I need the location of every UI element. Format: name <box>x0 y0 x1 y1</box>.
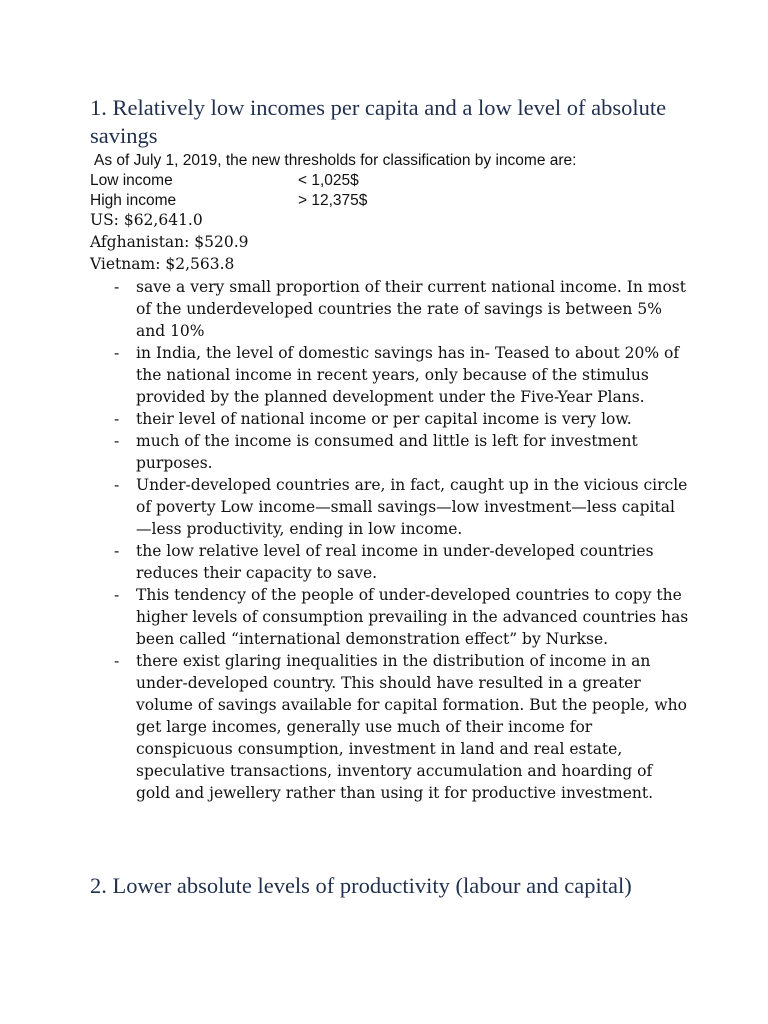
threshold-label: High income <box>90 192 177 209</box>
bullet-dash: - <box>114 652 120 670</box>
list-item-text: save a very small proportion of their current national income. In most of the underdeveloped countries the rate of savings is between 5% and 10% <box>136 278 686 340</box>
country-income-list <box>90 209 249 275</box>
list-item-text: This tendency of the people of under-developed countries to copy the higher levels of consumption prevailing in the advanced countries has been called “international demonstration effect” by Nurkse. <box>136 586 689 648</box>
list-item-text: much of the income is consumed and little is left for investment purposes. <box>136 432 638 472</box>
bullet-list <box>90 276 690 804</box>
country-income-vietnam: Vietnam: $2,563.8 <box>90 255 235 273</box>
list-item <box>90 650 690 804</box>
threshold-row-high <box>90 191 690 211</box>
list-item <box>90 408 690 430</box>
list-item-text: their level of national income or per capital income is very low. <box>136 410 632 428</box>
list-item <box>90 584 690 650</box>
list-item <box>90 276 690 342</box>
list-item-text: the low relative level of real income in under-developed countries reduces their capacity to save. <box>136 542 654 582</box>
bullet-dash: - <box>114 410 120 428</box>
bullet-dash: - <box>114 278 120 296</box>
country-income-us: US: $62,641.0 <box>90 211 203 229</box>
thresholds-intro-text: As of July 1, 2019, the new thresholds for classification by income are: <box>94 152 577 169</box>
list-item <box>90 342 690 408</box>
list-item-text: in India, the level of domestic savings has in- Teased to about 20% of the national income in recent years, only because of the stimulus provided by the planned development under the Five-Year Plans. <box>136 344 680 406</box>
list-item <box>90 430 690 474</box>
country-income-afghanistan: Afghanistan: $520.9 <box>90 233 249 251</box>
bullet-dash: - <box>114 432 120 450</box>
threshold-value: > 12,375$ <box>298 192 368 209</box>
threshold-label: Low income <box>90 172 173 189</box>
section-heading-2: 2. Lower absolute levels of productivity (labour and capital) <box>90 873 632 898</box>
list-item-text: Under-developed countries are, in fact, caught up in the vicious circle of poverty Low income—small savings—low investment—less capital—less productivity, ending in low income. <box>136 476 688 538</box>
income-thresholds <box>90 151 690 211</box>
bullet-dash: - <box>114 344 120 362</box>
list-item-text: there exist glaring inequalities in the distribution of income in an under-developed country. This should have resulted in a greater volume of savings available for capital formation. But the people, who get large incomes, generally use much of their income for conspicuous consumption, investment in land and real estate, speculative transactions, inventory accumulation and hoarding of gold and jewellery rather than using it for productive investment. <box>136 652 687 802</box>
bullet-dash: - <box>114 476 120 494</box>
bullet-dash: - <box>114 542 120 560</box>
section-heading-1: 1. Relatively low incomes per capita and a low level of absolute savings <box>90 95 667 148</box>
list-item <box>90 540 690 584</box>
threshold-row-low <box>90 171 690 191</box>
list-item <box>90 474 690 540</box>
threshold-value: < 1,025$ <box>298 172 359 189</box>
bullet-dash: - <box>114 586 120 604</box>
